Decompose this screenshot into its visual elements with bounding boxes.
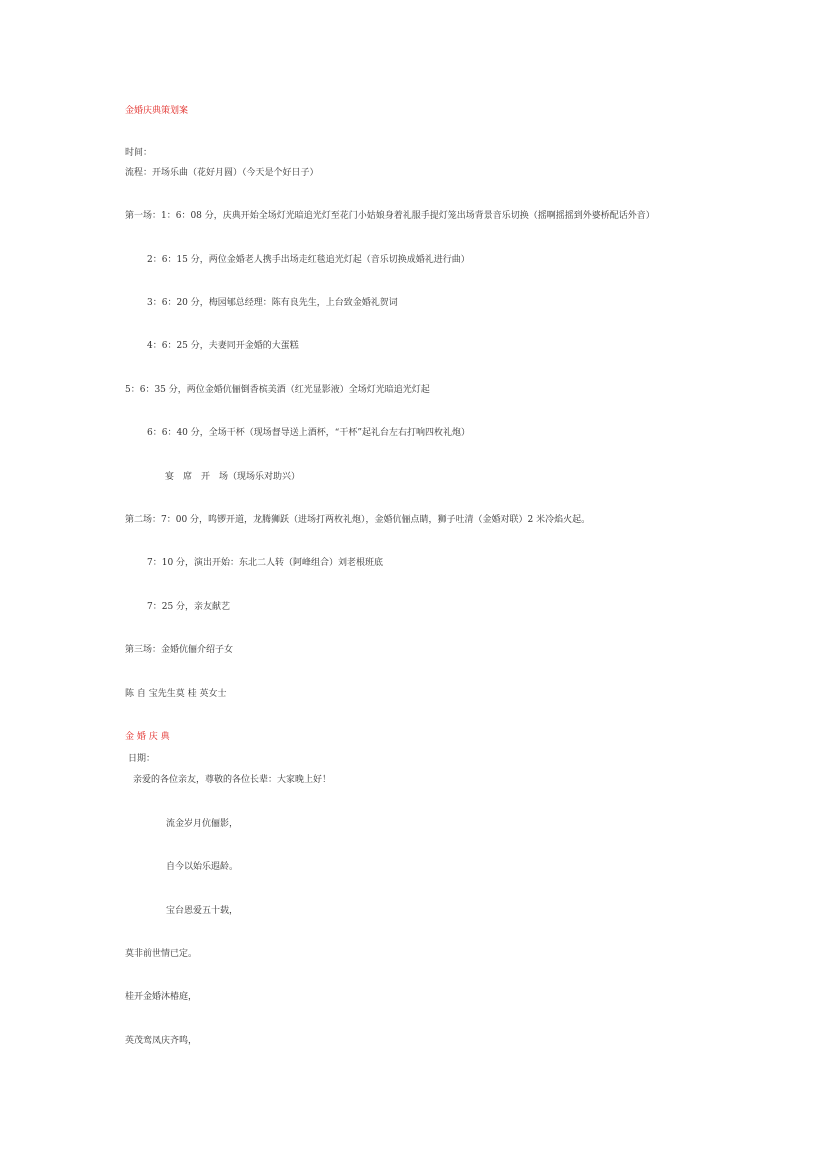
schedule-item-9: 7：25 分，亲友献艺 <box>147 602 231 612</box>
schedule-item-3: 3：6：20 分，梅园郇总经理：陈有良先生，上台致金婚礼贺词 <box>147 298 398 308</box>
schedule-item-8: 7：10 分，演出开始：东北二人转（阿峰组合）刘老根班底 <box>147 558 384 568</box>
date-label: 日期： <box>128 754 156 764</box>
plan-title: 金婚庆典策划案 <box>125 106 189 116</box>
verse-line-2: 自今以始乐遐龄。 <box>166 862 239 872</box>
verse-line-5: 桂开金婚沐椿庭， <box>125 992 198 1002</box>
celebration-title: 金 婚 庆 典 <box>125 732 170 742</box>
verse-line-3: 宝台恩爱五十载， <box>166 906 239 916</box>
verse-line-6: 英茂鸾凤庆齐鸣， <box>125 1036 198 1046</box>
time-label: 时间： <box>125 148 153 158</box>
schedule-item-2: 2：6：15 分，两位金婚老人携手出场走红毯追光灯起（音乐切换成婚礼进行曲） <box>147 255 470 265</box>
schedule-item-6: 6：6：40 分，全场干杯（现场督导送上酒杯，“干杯”起礼台左右打响四枚礼炮） <box>147 428 470 438</box>
verse-line-1: 流金岁月伉俪影， <box>166 819 239 829</box>
banquet-line: 宴 席 开 场（现场乐对助兴） <box>165 472 301 482</box>
flow-line: 流程：开场乐曲（花好月圆）（今天是个好日子） <box>125 168 319 178</box>
schedule-item-7: 第二场：7：00 分，鸣锣开道，龙腾狮跃（进场打两枚礼炮），金婚伉俪点睛，狮子吐清（金婚对联）2 米冷焰火起。 <box>125 515 591 525</box>
verse-line-4: 莫非前世情已定。 <box>125 949 198 959</box>
schedule-item-5: 5：6：35 分，两位金婚伉俪倒香槟美酒（红光显影液）全场灯光暗追光灯起 <box>125 385 430 395</box>
schedule-item-4: 4：6：25 分，夫妻同开金婚的大蛋糕 <box>147 341 299 351</box>
couple-names: 陈 自 宝先生莫 桂 英女士 <box>125 689 227 699</box>
greeting-line: 亲爱的各位亲友，尊敬的各位长辈：大家晚上好！ <box>133 775 332 785</box>
schedule-item-1: 第一场：1：6：08 分，庆典开始全场灯光暗追光灯至花门小姑娘身着礼服手提灯笼出场背景音乐切换（摇啊摇摇到外婆桥配话外音） <box>125 211 655 221</box>
schedule-item-10: 第三场：金婚伉俪介绍子女 <box>125 645 234 655</box>
